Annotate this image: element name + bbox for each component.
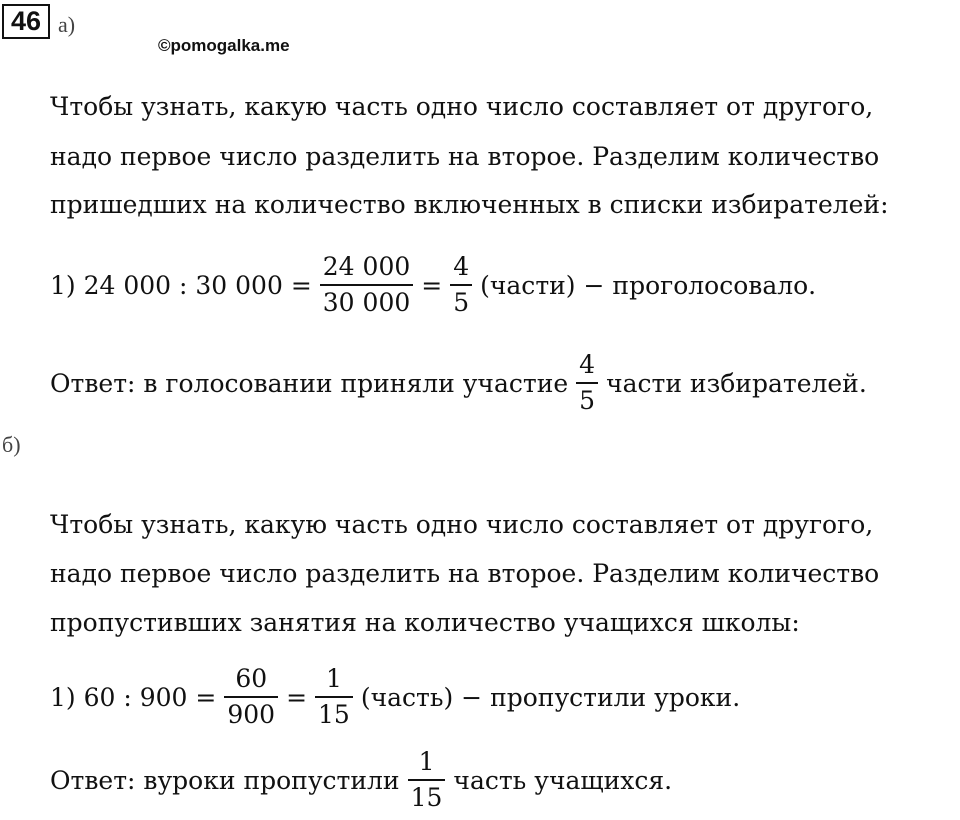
fraction-numerator: 4: [579, 350, 596, 380]
fraction-numerator: 1: [418, 747, 435, 777]
part-b-text-line-1: Чтобы узнать, какую часть одно число составляет от другого,: [50, 510, 874, 539]
part-b-text-line-2: надо первое число разделить на второе. Разделим количество: [50, 559, 880, 588]
part-b-text-line-3: пропустивших занятия на количество учащихся школы:: [50, 608, 800, 637]
fraction-denominator: 5: [579, 386, 596, 415]
part-b-fraction-2: [315, 662, 353, 732]
part-a-answer-fraction: [576, 348, 598, 418]
fraction-denominator: 15: [410, 783, 443, 812]
part-b-step-1: [50, 657, 740, 737]
fraction-denominator: 30 000: [322, 288, 411, 317]
part-b-answer: [50, 740, 672, 820]
part-a-answer: [50, 343, 867, 423]
part-a-answer-prefix: Ответ: в голосовании приняли участие: [50, 368, 569, 398]
part-b-answer-suffix: часть учащихся.: [453, 765, 673, 795]
fraction-numerator: 1: [325, 664, 342, 694]
part-a-label: а): [58, 12, 76, 37]
part-a-step-suffix: (части) − проголосовало.: [480, 270, 817, 300]
part-a-answer-suffix: части избирателей.: [606, 368, 867, 398]
part-b-step-suffix: (часть) − пропустили уроки.: [360, 682, 741, 712]
part-a-fraction-2: [450, 250, 472, 320]
fraction-numerator: 60: [235, 664, 268, 694]
fraction-numerator: 24 000: [322, 252, 411, 282]
part-a-fraction-1: [320, 250, 413, 320]
problem-number: 46: [2, 4, 50, 39]
part-b-label: б): [2, 432, 21, 457]
part-a-text-line-1: Чтобы узнать, какую часть одно число составляет от другого,: [50, 92, 874, 121]
part-b-answer-fraction: [408, 745, 446, 815]
part-a-text-line-2: надо первое число разделить на второе. Разделим количество: [50, 142, 880, 171]
part-b-answer-prefix: Ответ: вуроки пропустили: [50, 765, 400, 795]
fraction-denominator: 15: [318, 700, 350, 729]
equals-sign: =: [286, 682, 308, 712]
part-b-fraction-1: [224, 662, 278, 732]
equals-sign: =: [421, 270, 443, 300]
fraction-denominator: 5: [453, 288, 470, 317]
part-b-step-prefix: 1) 60 : 900 =: [50, 682, 217, 712]
fraction-numerator: 4: [453, 252, 470, 282]
part-a-text-line-3: пришедших на количество включенных в списки избирателей:: [50, 190, 889, 219]
part-a-step-1: [50, 245, 816, 325]
watermark: ©pomogalka.me: [158, 36, 290, 55]
part-a-step-prefix: 1) 24 000 : 30 000 =: [50, 270, 312, 300]
fraction-denominator: 900: [227, 700, 276, 729]
